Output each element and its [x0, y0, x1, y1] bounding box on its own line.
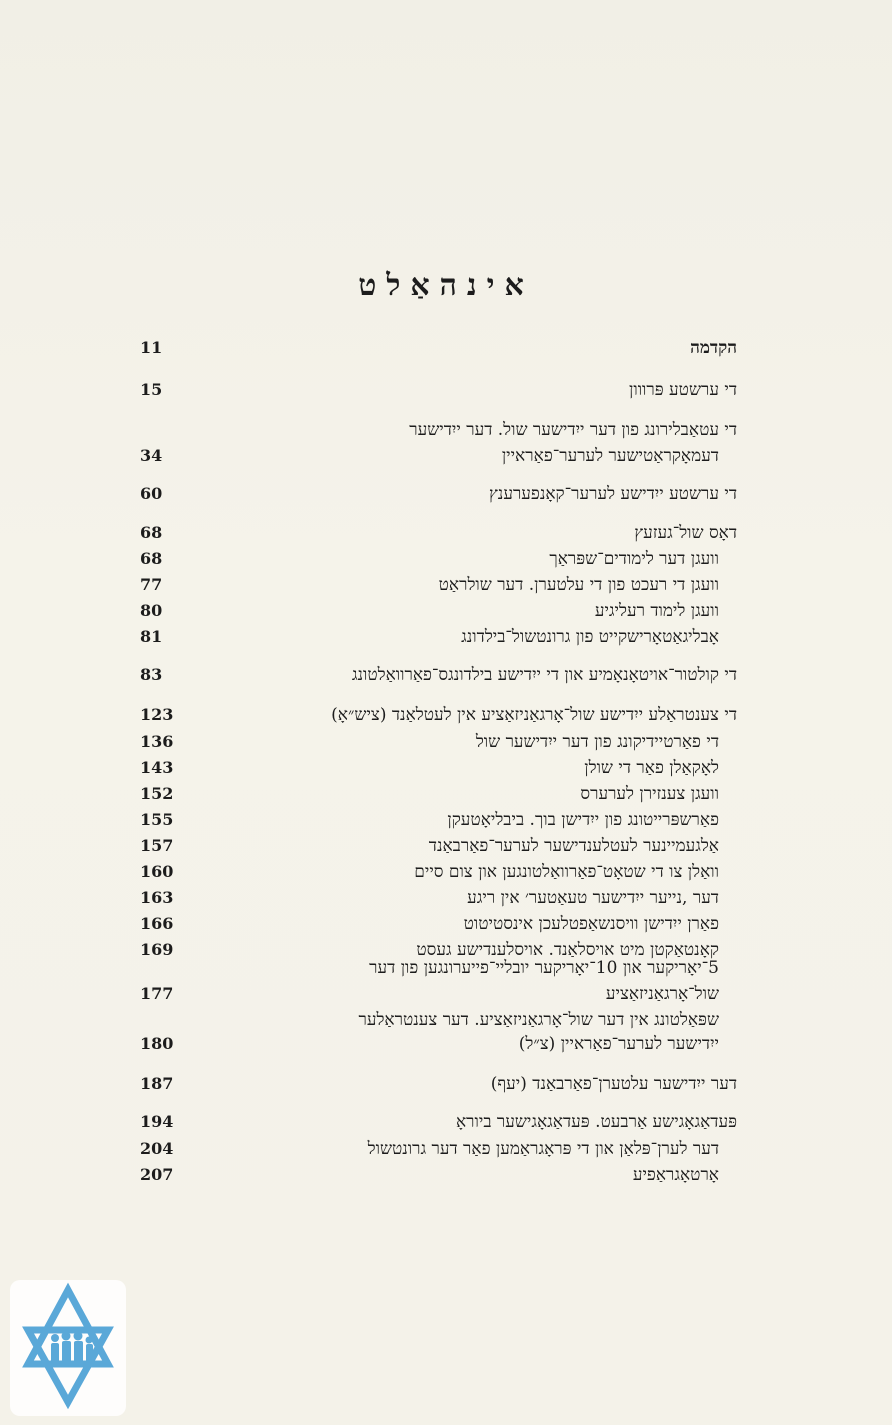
toc-entry — [140, 1165, 737, 1193]
toc-entry-title: לאָקאַלן פאַר די שולן — [584, 758, 719, 778]
toc-page-number: 34 — [140, 446, 163, 465]
toc-entry-title: דער ,נייער ייִדישער טעאַטער׳ אין ריגע — [467, 888, 719, 908]
toc-page-number: 160 — [140, 862, 174, 881]
toc-entry — [140, 601, 737, 629]
toc-entry-title: די ערשטע ייִדישע לערער־קאָנפערענץ — [488, 484, 737, 504]
toc-entry — [140, 484, 737, 512]
toc-page-number: 155 — [140, 810, 174, 829]
toc-entry-title: די ערשטע פּרווון — [629, 380, 737, 400]
toc-entry — [140, 705, 737, 733]
toc-entry — [140, 446, 737, 474]
toc-entry-title: די פאַרטיידיקונג פון דער ייִדישער שול — [475, 732, 719, 752]
star-of-david-family-logo — [8, 1278, 128, 1418]
toc-entry — [140, 1074, 737, 1102]
toc-page-number: 81 — [140, 627, 163, 646]
toc-page-number: 169 — [140, 940, 174, 959]
toc-entry — [140, 523, 737, 551]
toc-entry-title: די קולטור־אויטאָנאָמיע און די ייִדישע בילדונגס־פאַרוואַלטונג — [351, 665, 737, 685]
toc-entry — [140, 338, 737, 366]
toc-entry — [140, 984, 737, 1012]
toc-entry-title: פאַרשפּרייטונג פון ייִדישן בוך. ביבליאָטעקן — [447, 810, 719, 830]
toc-entry-title: די צענטראַלע ייִדישע שול־אָרגאַניזאַציע אין לעטלאַנד (ציש״אָ) — [331, 705, 737, 725]
toc-page-number: 194 — [140, 1112, 174, 1131]
toc-entry — [140, 627, 737, 655]
toc-entry-title: דער ייִדישער עלטערן־פאַרבאַנד (יעף) — [490, 1074, 737, 1094]
toc-entry-title: פאַרן ייִדישן וויסנשאַפטלעכן אינסטיטוט — [463, 914, 719, 934]
toc-entry — [140, 862, 737, 890]
toc-page-number: 15 — [140, 380, 163, 399]
toc-page-number: 177 — [140, 984, 174, 1003]
toc-entry-title: וועגן לימוד רעליגיע — [594, 601, 719, 621]
toc-entry-title: וועגן די רעכט פון די עלטערן. דער שולראַט — [438, 575, 719, 595]
toc-page-number: 166 — [140, 914, 174, 933]
page-title: אינהאַלט — [358, 268, 534, 303]
toc-page-number: 163 — [140, 888, 174, 907]
toc-page-number: 157 — [140, 836, 174, 855]
toc-page-number: 207 — [140, 1165, 174, 1184]
toc-page-number: 123 — [140, 705, 174, 724]
toc-entry — [140, 549, 737, 577]
toc-entry-title: ייִדישער לערער־פאַראיין (צ״ל) — [518, 1034, 719, 1054]
toc-entry-title: אַלגעמיינער לעטלענדישער לערער־פאַרבאַנד — [428, 836, 719, 856]
toc-entry-title: הקדמה — [690, 338, 737, 358]
toc-entry — [140, 758, 737, 786]
toc-entry-title: אָרטאָגראַפיע — [632, 1165, 719, 1185]
toc-entry — [140, 888, 737, 916]
toc-page-number: 83 — [140, 665, 163, 684]
toc-entry-title: דער לערן־פּלאַן און די פּראָגראַמען פאַר דער גרונטשול — [367, 1139, 719, 1159]
toc-page-number: 180 — [140, 1034, 174, 1053]
toc-entry — [140, 732, 737, 760]
toc-entry-title: דאָס שול־געזעץ — [634, 523, 737, 543]
toc-entry — [140, 1112, 737, 1140]
toc-page-number: 204 — [140, 1139, 174, 1158]
toc-page-number: 136 — [140, 732, 174, 751]
toc-page-number: 11 — [140, 338, 163, 357]
toc-entry — [140, 380, 737, 408]
toc-page-number: 77 — [140, 575, 163, 594]
toc-page-number: 80 — [140, 601, 163, 620]
toc-entry — [140, 1034, 737, 1062]
toc-entry-title: 5־יאָריקער און 10־יאָריקער יובליי־פייערונגען פון דער — [369, 958, 719, 978]
toc-entry — [140, 810, 737, 838]
toc-entry-title: פּעדאַגאָגישע אַרבעט. פּעדאַגאָגישער ביוראָ — [455, 1112, 737, 1132]
toc-entry — [140, 1139, 737, 1167]
toc-entry-title: וועגן דער לימודים־שפּראַך — [549, 549, 719, 569]
toc-entry-title: שפּאַלטונג אין דער שול־אָרגאַניזאַציע. דער צענטראַלער — [358, 1010, 719, 1030]
toc-entry-title: די עטאַבלירונג פון דער ייִדישער שול. דער ייִדישער — [409, 420, 737, 440]
toc-entry-title: שול־אָרגאַניזאַציע — [605, 984, 719, 1004]
toc-page-number: 152 — [140, 784, 174, 803]
toc-page-number: 60 — [140, 484, 163, 503]
toc-entry — [140, 958, 737, 986]
toc-entry-title: וועגן צענזירן לערערס — [580, 784, 719, 804]
toc-entry-title: דעמאָקראַטישער לערער־פאַראיין — [501, 446, 719, 466]
toc-entry — [140, 784, 737, 812]
toc-entry — [140, 914, 737, 942]
toc-entry — [140, 836, 737, 864]
toc-entry-title: קאָנטאַקטן מיט אויסלאַנד. אויסלענדישע געסט — [416, 940, 719, 960]
toc-entry — [140, 420, 737, 448]
toc-page-number: 68 — [140, 523, 163, 542]
toc-page-number: 143 — [140, 758, 174, 777]
toc-page-number: 187 — [140, 1074, 174, 1093]
toc-entry — [140, 575, 737, 603]
toc-entry — [140, 665, 737, 693]
toc-entry-title: אָבליגאַטאָרישקייט פון גרונטשול־בילדונג — [461, 627, 719, 647]
toc-entry-title: וואַלן צו די שטאָט־פאַרוואַלטונגען און צום סיים — [414, 862, 719, 882]
toc-page-number: 68 — [140, 549, 163, 568]
